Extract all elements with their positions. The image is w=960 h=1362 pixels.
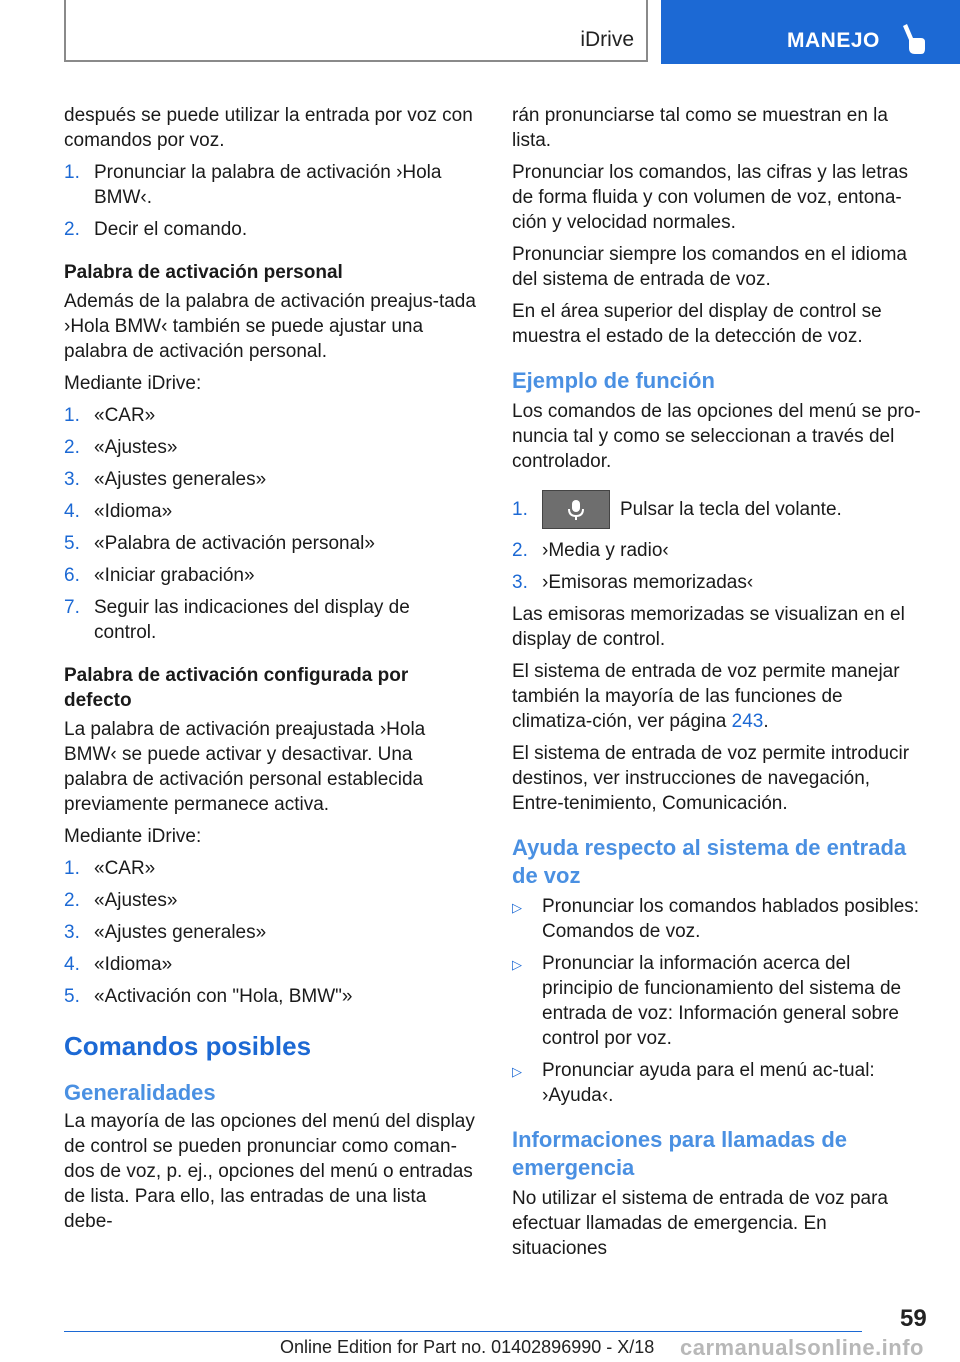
list-item <box>64 563 476 588</box>
step-number: 5. <box>64 986 80 1007</box>
step-number: 6. <box>64 565 80 586</box>
heading-personal-wake-word: Palabra de activación personal <box>64 262 343 283</box>
bullet-list-help <box>512 894 924 1108</box>
footer-divider <box>64 1331 862 1332</box>
step-number: 3. <box>512 572 528 593</box>
paragraph: rán pronunciarse tal como se muestran en la lista. <box>512 105 888 151</box>
steps-list-wake-word <box>64 160 476 242</box>
step-number: 3. <box>64 922 80 943</box>
step-number: 4. <box>64 501 80 522</box>
steps-list-personal <box>64 403 476 645</box>
step-text: «CAR» <box>94 858 156 879</box>
list-item <box>64 467 476 492</box>
step-number: 2. <box>64 219 80 240</box>
paragraph: Además de la palabra de activación preajus‐tada ›Hola BMW‹ también se puede ajustar una palabra de activación personal. <box>64 291 476 362</box>
list-item <box>64 952 476 977</box>
paragraph-text: El sistema de entrada de voz permite manejar también la mayoría de las funciones de climatiza‐ción, ver página <box>512 661 900 732</box>
step-number: 2. <box>512 540 528 561</box>
paragraph-with-link <box>512 659 924 734</box>
step-text: Decir el comando. <box>94 219 248 240</box>
step-text: «Activación con "Hola, BMW"» <box>94 986 353 1007</box>
header-section-box <box>64 0 648 62</box>
paragraph: La mayoría de las opciones del menú del display de control se pueden pronunciar como coman‐dos de voz, p. ej., opciones del menú o entradas de lista. Para ello, las entradas de una lista debe‐ <box>64 1111 475 1232</box>
list-item <box>64 403 476 428</box>
step-text: ›Media y radio‹ <box>542 540 669 561</box>
step-number: 4. <box>64 954 80 975</box>
list-item <box>512 951 924 1051</box>
heading-general: Generalidades <box>64 1080 216 1105</box>
list-item <box>64 217 476 242</box>
step-text: «Ajustes» <box>94 437 178 458</box>
paragraph: El sistema de entrada de voz permite introducir destinos, ver instrucciones de navegación, Entre‐tenimiento, Comunicación. <box>512 743 910 814</box>
page-link-243[interactable]: 243 <box>731 711 764 732</box>
triangle-bullet-icon: ▷ <box>512 900 522 915</box>
steps-list-example <box>512 538 924 595</box>
step-text: Seguir las indicaciones del display de control. <box>94 597 410 643</box>
heading-emergency-calls: Informaciones para llamadas de emergencia <box>512 1127 848 1180</box>
step-number: 1. <box>64 162 80 183</box>
left-column <box>64 103 476 1241</box>
step-text: Pronunciar la palabra de activación ›Hola BMW‹. <box>94 162 442 208</box>
step-text: «Palabra de activación personal» <box>94 533 375 554</box>
paragraph: Las emisoras memorizadas se visualizan en el display de control. <box>512 604 905 650</box>
list-item <box>64 160 476 210</box>
heading-voice-help: Ayuda respecto al sistema de entrada de voz <box>512 835 907 888</box>
paragraph: Los comandos de las opciones del menú se pro‐nuncia tal y como se seleccionan a través del controlador. <box>512 401 921 472</box>
heading-default-wake-word: Palabra de activación configurada por defecto <box>64 665 409 711</box>
paragraph: En el área superior del display de control se muestra el estado de la detección de voz. <box>512 301 882 347</box>
step-number: 2. <box>64 890 80 911</box>
step-text: «Iniciar grabación» <box>94 565 255 586</box>
paragraph: Pronunciar los comandos, las cifras y las letras de forma fluida y con volumen de voz, entona‐ción y velocidad normales. <box>512 162 908 233</box>
list-item <box>64 435 476 460</box>
watermark: carmanualsonline.info <box>680 1335 924 1360</box>
step-number: 7. <box>64 597 80 618</box>
paragraph: No utilizar el sistema de entrada de voz para efectuar llamadas de emergencia. En situaciones <box>512 1188 888 1259</box>
list-item <box>64 984 476 1009</box>
step-number: 3. <box>64 469 80 490</box>
step-text: «Ajustes generales» <box>94 922 267 943</box>
step-text: Pulsar la tecla del volante. <box>620 499 842 520</box>
right-column <box>512 103 924 1268</box>
tab-manejo[interactable] <box>661 0 960 64</box>
steps-list-default <box>64 856 476 1009</box>
paragraph: Pronunciar siempre los comandos en el idioma del sistema de entrada de voz. <box>512 244 907 290</box>
header-section-label: iDrive <box>580 28 634 51</box>
triangle-bullet-icon: ▷ <box>512 1064 522 1079</box>
list-item <box>64 920 476 945</box>
step-number: 5. <box>64 533 80 554</box>
list-item <box>64 531 476 556</box>
paragraph-text: . <box>763 711 769 732</box>
list-item <box>64 595 476 645</box>
heading-function-example: Ejemplo de función <box>512 368 715 393</box>
step-text: «Ajustes» <box>94 890 178 911</box>
step-number: 1. <box>64 858 80 879</box>
step-text: «CAR» <box>94 405 156 426</box>
list-item <box>512 1058 924 1108</box>
step-text: ›Emisoras memorizadas‹ <box>542 572 754 593</box>
list-item <box>512 538 924 563</box>
paragraph: Mediante iDrive: <box>64 826 202 847</box>
list-item <box>64 856 476 881</box>
microphone-icon <box>566 499 586 521</box>
paragraph: Mediante iDrive: <box>64 373 202 394</box>
list-item <box>64 888 476 913</box>
list-item <box>512 570 924 595</box>
voice-button-image <box>542 490 610 529</box>
tab-manejo-label: MANEJO <box>787 29 880 52</box>
list-item <box>64 499 476 524</box>
paragraph: después se puede utilizar la entrada por voz con comandos por voz. <box>64 105 473 151</box>
bullet-text: Pronunciar los comandos hablados posibles: Comandos de voz. <box>542 896 920 942</box>
step-text: «Ajustes generales» <box>94 469 267 490</box>
bullet-text: Pronunciar ayuda para el menú ac‐tual: ›Ayuda‹. <box>542 1060 875 1106</box>
list-item <box>512 894 924 944</box>
step-number: 2. <box>64 437 80 458</box>
step-text: «Idioma» <box>94 954 173 975</box>
step-number: 1. <box>512 499 528 520</box>
step-text: «Idioma» <box>94 501 173 522</box>
bullet-text: Pronunciar la información acerca del principio de funcionamiento del sistema de entrada de voz: Información general sobre control por voz. <box>542 953 902 1049</box>
list-item <box>512 490 924 529</box>
pointing-hand-icon <box>899 24 927 56</box>
paragraph: La palabra de activación preajustada ›Hola BMW‹ se puede activar y desactivar. Una palabra de activación personal establecida previamente permanece activa. <box>64 719 426 815</box>
triangle-bullet-icon: ▷ <box>512 957 522 972</box>
heading-possible-commands: Comandos posibles <box>64 1031 312 1061</box>
step-number: 1. <box>64 405 80 426</box>
page-number: 59 <box>900 1305 927 1332</box>
footer-edition: Online Edition for Part no. 01402896990 - X/18 <box>280 1337 655 1357</box>
